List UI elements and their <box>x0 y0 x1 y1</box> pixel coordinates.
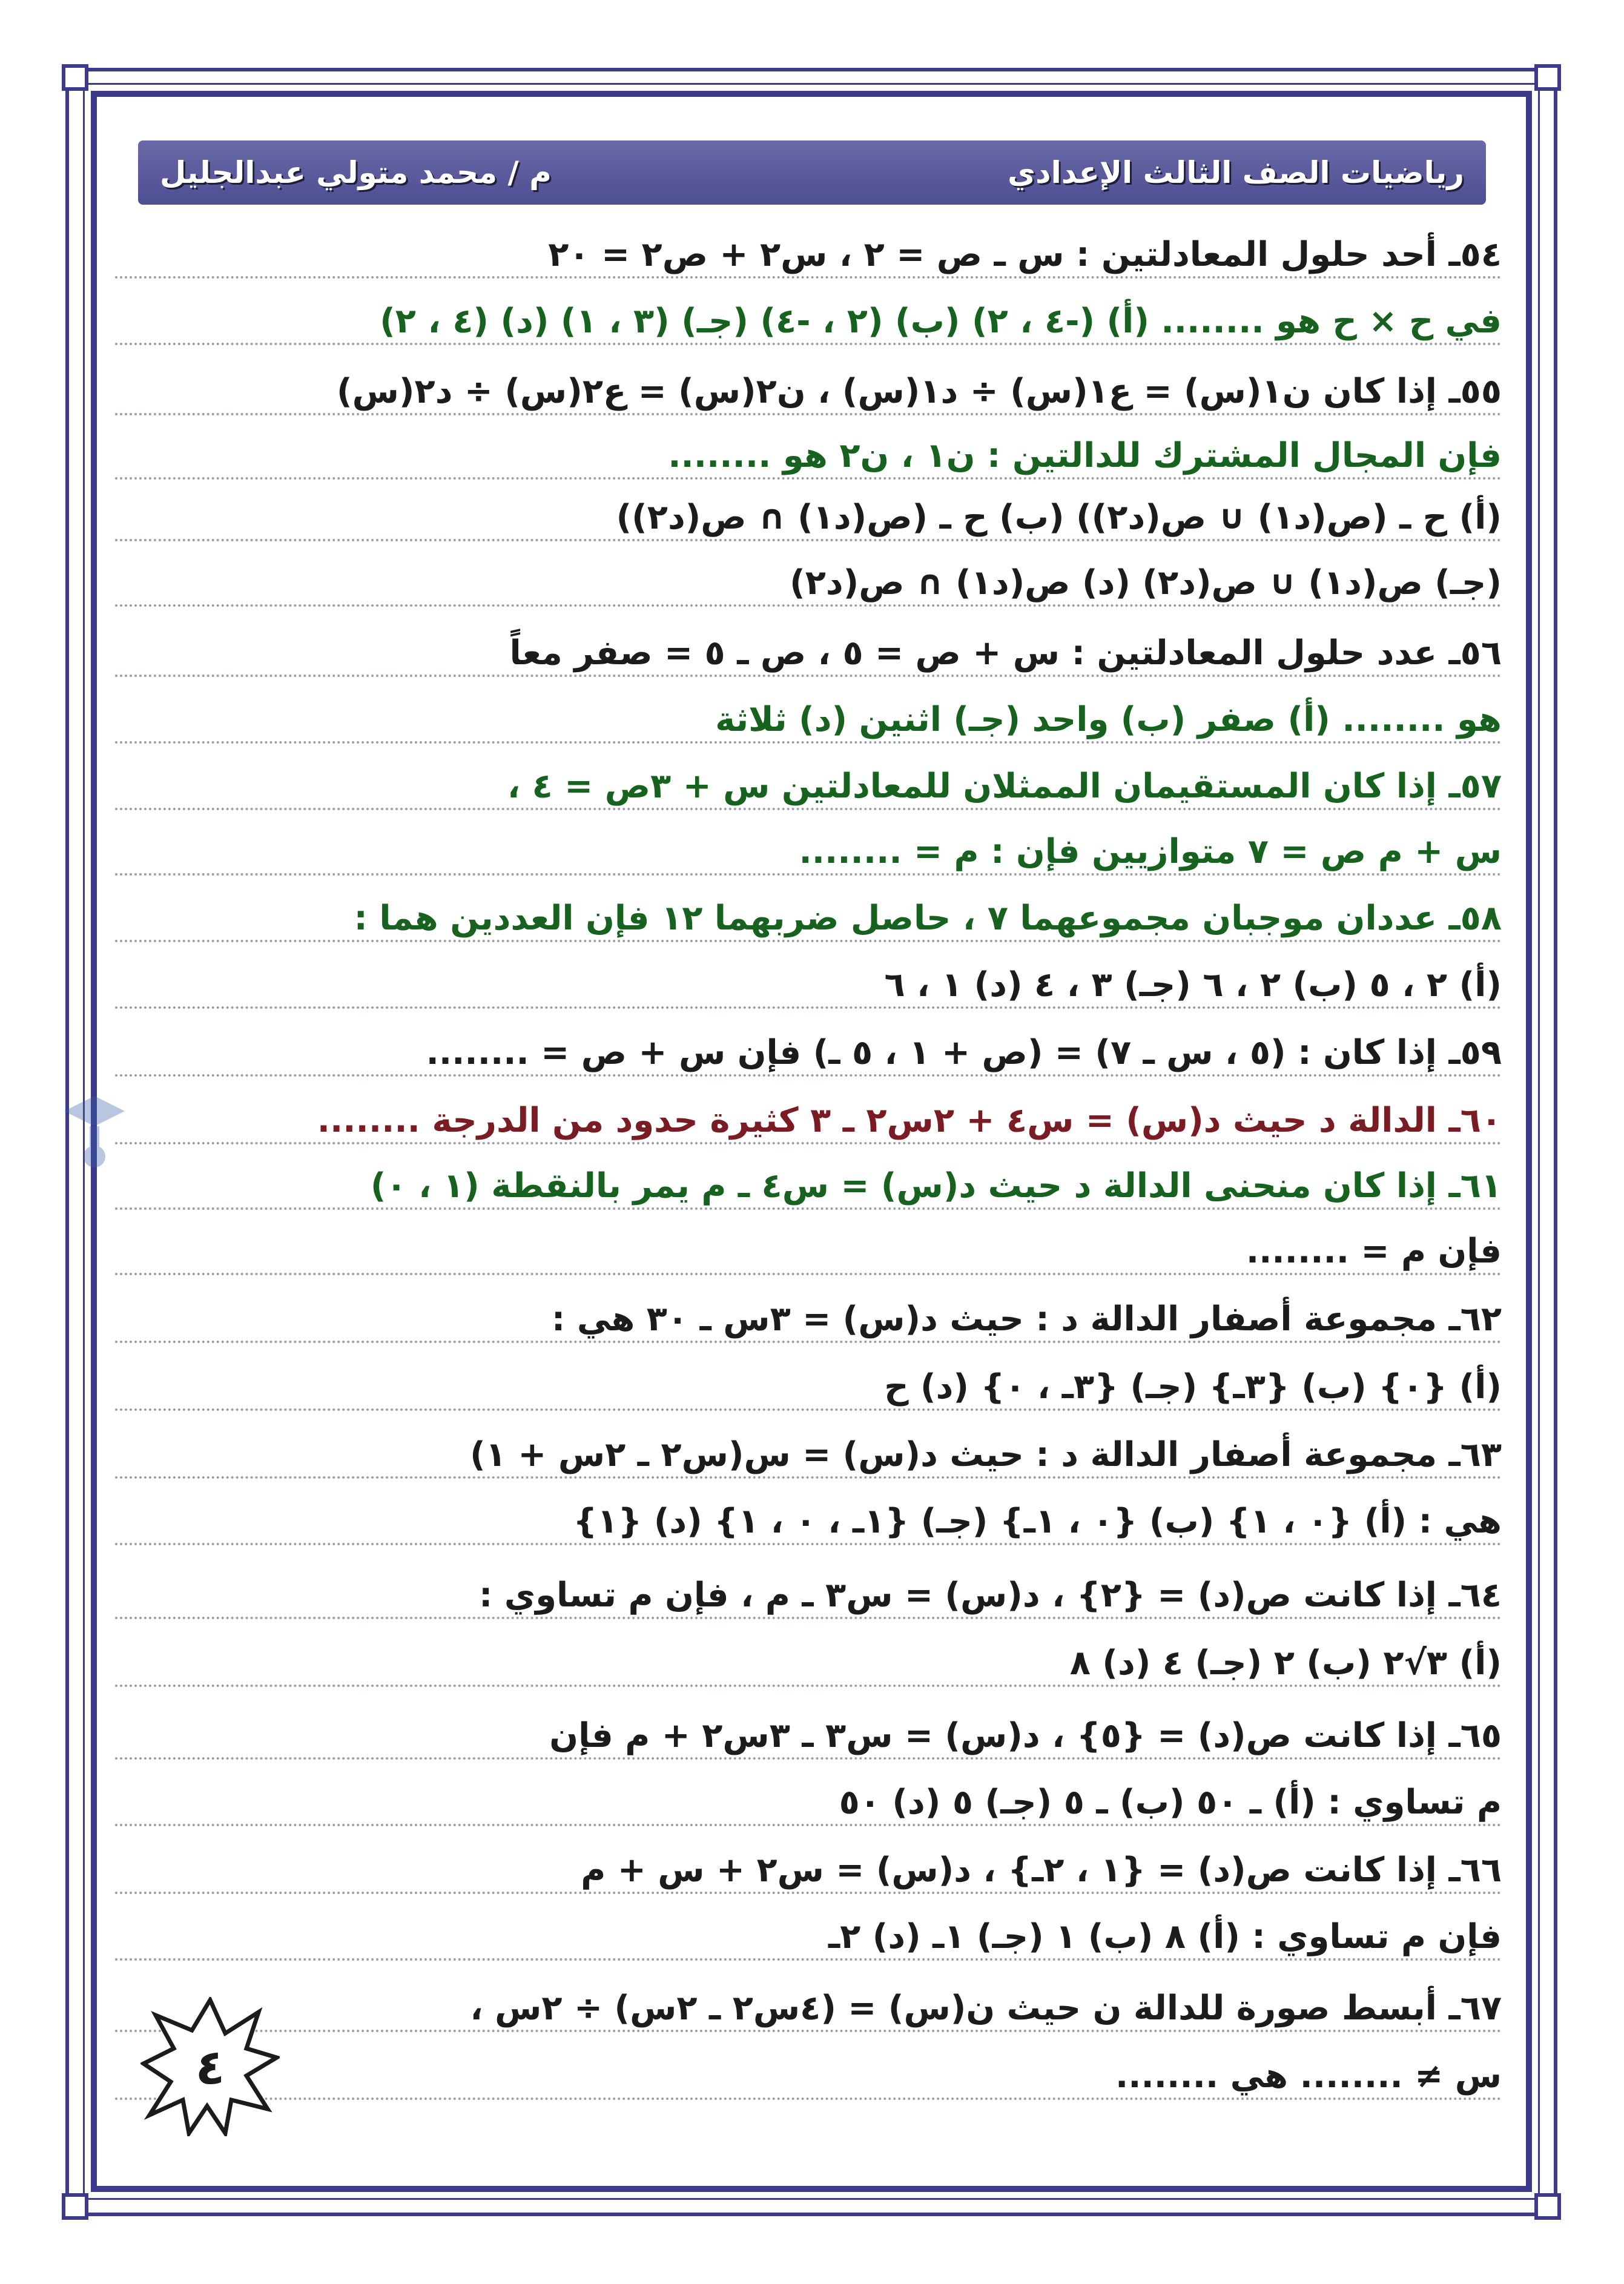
questions-list <box>115 223 1502 2136</box>
question-65: ٦٥ـ إذا كانت ص(د) = {٥} ، د(س) = س٣ ـ ٣س٢ + م فإن <box>115 1715 1502 1760</box>
question-64-options: (أ) ٣√٢ (ب) ٢ (جـ) ٤ (د) ٨ <box>115 1642 1502 1687</box>
question-63-options: هي : (أ) {٠ ، ١} (ب) {٠ ، ١ـ} (جـ) {١ـ ، ٠ ، ١} (د) {١} <box>115 1500 1502 1545</box>
frame-corner-bottom-right <box>1534 2193 1561 2220</box>
question-60: ٦٠ـ الدالة د حيث د(س) = س٤ + ٢س٢ ـ ٣ كثيرة حدود من الدرجة ........ <box>115 1100 1502 1144</box>
question-61: ٦١ـ إذا كان منحنى الدالة د حيث د(س) = س٤ ـ م يمر بالنقطة (١ ، ٠) <box>115 1165 1502 1210</box>
page-number: ٤ <box>195 2038 225 2095</box>
question-66: ٦٦ـ إذا كانت ص(د) = {١ ، ٢ـ} ، د(س) = س٢ + س + م <box>115 1849 1502 1894</box>
question-59: ٥٩ـ إذا كان : (٥ ، س ـ ٧) = (ص + ١ ، ٥ ـ) فإن س + ص = ........ <box>115 1032 1502 1077</box>
question-66-options: فإن م تساوي : (أ) ٨ (ب) ١ (جـ) ١ـ (د) ٢ـ <box>115 1916 1502 1961</box>
question-58-options: (أ) ٢ ، ٥ (ب) ٢ ، ٦ (جـ) ٣ ، ٤ (د) ١ ، ٦ <box>115 964 1502 1009</box>
question-67-text: س ≠ ........ هي ........ <box>115 2055 1502 2100</box>
question-63: ٦٣ـ مجموعة أصفار الدالة د : حيث د(س) = س(س٢ ـ ٢س + ١) <box>115 1434 1502 1479</box>
header-bar <box>138 140 1486 205</box>
question-67: ٦٧ـ أبسط صورة للدالة ن حيث ن(س) = (٤س٢ ـ ٢س) ÷ ٢س ، <box>115 1987 1502 2032</box>
question-62: ٦٢ـ مجموعة أصفار الدالة د : حيث د(س) = ٣س ـ ٣٠ هي : <box>115 1298 1502 1343</box>
question-64: ٦٤ـ إذا كانت ص(د) = {٢} ، د(س) = س٣ ـ م ، فإن م تساوي : <box>115 1574 1502 1619</box>
question-61-text: فإن م = ........ <box>115 1230 1502 1275</box>
question-55-options-2: (جـ) ص(د١) ∪ ص(د٢) (د) ص(د١) ∩ ص(د٢) <box>115 562 1502 607</box>
question-62-options: (أ) {٠} (ب) {٣ـ} (جـ) {٣ـ ، ٠} (د) ح <box>115 1366 1502 1411</box>
question-57-text: س + م ص = ٧ متوازيين فإن : م = ........ <box>115 831 1502 876</box>
question-56: ٥٦ـ عدد حلول المعادلتين : س + ص = ٥ ، ص ـ ٥ = صفر معاً <box>115 632 1502 677</box>
question-65-options: م تساوي : (أ) ـ ٥٠ (ب) ـ ٥ (جـ) ٥ (د) ٥٠ <box>115 1781 1502 1826</box>
question-58: ٥٨ـ عددان موجبان مجموعهما ٧ ، حاصل ضربهما ١٢ فإن العددين هما : <box>115 897 1502 942</box>
frame-corner-top-left <box>62 64 88 91</box>
question-55-options-1: (أ) ح ـ (ص(د١) ∪ ص(د٢)) (ب) ح ـ (ص(د١) ∩ ص(د٢)) <box>115 497 1502 541</box>
question-55: ٥٥ـ إذا كان ن١(س) = ع١(س) ÷ د١(س) ، ن٢(س) = ع٢(س) ÷ د٢(س) <box>115 371 1502 415</box>
page-number-badge <box>140 1997 280 2136</box>
question-55-text: فإن المجال المشترك للدالتين : ن١ ، ن٢ هو ........ <box>115 435 1502 480</box>
author-name: م / محمد متولي عبدالجليل <box>160 155 552 190</box>
question-54-options: في ح × ح هو ........ (أ) (-٤ ، ٢) (ب) (٢ ، -٤) (جـ) (٣ ، ١) (د) (٤ ، ٢) <box>115 300 1502 345</box>
question-56-options: هو ........ (أ) صفر (ب) واحد (جـ) اثنين (د) ثلاثة <box>115 699 1502 744</box>
frame-corner-bottom-left <box>62 2193 88 2220</box>
question-57: ٥٧ـ إذا كان المستقيمان الممثلان للمعادلتين س + ٣ص = ٤ ، <box>115 765 1502 810</box>
question-54: ٥٤ـ أحد حلول المعادلتين : س ـ ص = ٢ ، س٢ + ص٢ = ٢٠ <box>115 234 1502 279</box>
frame-corner-top-right <box>1534 64 1561 91</box>
page-title: رياضيات الصف الثالث الإعدادي <box>1008 155 1464 190</box>
watermark-logo <box>58 1090 131 1175</box>
